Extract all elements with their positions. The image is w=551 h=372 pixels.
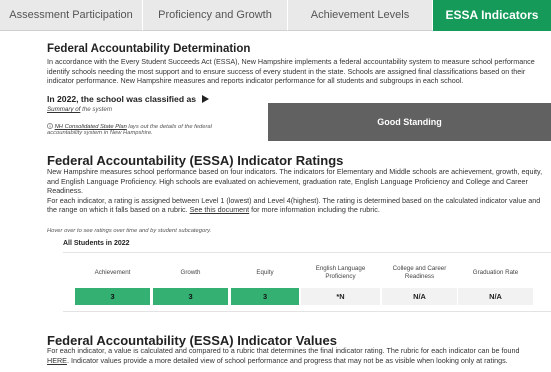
see-this-document-link[interactable]: See this document (189, 205, 250, 215)
determination-title: Federal Accountability Determination (47, 43, 251, 55)
rating-cell-growth[interactable]: 3 (153, 288, 228, 305)
ratings-description (47, 167, 542, 215)
summary-line (47, 106, 112, 113)
tab-assessment-participation[interactable]: Assessment Participation (0, 0, 143, 31)
state-plan-rest: lays out the details of the federal (126, 124, 212, 130)
column-header-graduation-rate: Graduation Rate (472, 269, 519, 276)
column-header-growth: Growth (180, 269, 201, 276)
rating-cell-achievement[interactable]: 3 (75, 288, 150, 305)
info-circle-icon (47, 123, 53, 129)
status-badge: Good Standing (268, 103, 551, 141)
column-header-equity: Equity (256, 269, 274, 276)
tab-achievement-levels[interactable]: Achievement Levels (288, 0, 433, 31)
ratings-title: Federal Accountability (ESSA) Indicator Ratings (47, 153, 344, 168)
table-bottom-divider (63, 311, 551, 312)
rating-cell-equity[interactable]: 3 (231, 288, 299, 305)
column-header-english-language-proficiency: English Language Proficiency (315, 265, 366, 280)
ratings-line (47, 205, 542, 215)
ratings-line: Readiness. (47, 186, 83, 196)
rating-cell-college-career-readiness[interactable]: N/A (382, 288, 457, 305)
classified-label: In 2022, the school was classified as (47, 94, 197, 104)
rating-cell-english-language-proficiency[interactable]: *N (301, 288, 380, 305)
summary-link[interactable]: Summary of (47, 106, 81, 113)
classified-label-row (47, 94, 209, 104)
rating-cell-graduation-rate[interactable]: N/A (458, 288, 533, 305)
tab-essa-indicators[interactable]: ESSA Indicators (433, 0, 551, 31)
values-line (47, 356, 520, 366)
determination-line: In accordance with the Every Student Succeeds Act (ESSA), New Hampshire implements a federal accountability system to measure school performance (47, 57, 535, 66)
play-arrow-icon[interactable] (202, 95, 209, 103)
ratings-line: For each indicator, a rating is assigned between Level 1 (lowest) and Level 4(highest). The rating is determined based on the calculated indicator value and (47, 195, 541, 205)
determination-description (47, 57, 535, 86)
tab-proficiency-and-growth[interactable]: Proficiency and Growth (143, 0, 288, 31)
ratings-line: New Hampshire measures school performance based on four indicators. The indicators for Elementary and Middle schools are achievement, growth, equity, (47, 167, 543, 176)
summary-rest: the system (80, 106, 112, 113)
rubric-text: the range on which it falls based on a rubric. (47, 205, 190, 215)
state-plan-line-2: accountability system in New Hampshire. (47, 130, 153, 136)
determination-line: indicator performance. New Hampshire measures and reports indicator performance for all students and subgroups in each school. (47, 76, 464, 86)
state-plan-note (47, 123, 212, 136)
values-description (47, 346, 520, 365)
values-line-rest: . Indicator values provide a more detailed view of school performance and progress that may not be as visible when looking only at ratings. (66, 355, 508, 365)
tab-bar (0, 0, 551, 32)
state-plan-line (47, 123, 212, 130)
column-header-college-career-readiness: College and Career Readiness (392, 265, 447, 280)
values-line: For each indicator, a value is calculated and compared to a rubric that determines the final indicator rating. The rubric for each indicator can be found (47, 346, 520, 355)
rubric-text-post: for more information including the rubric. (249, 205, 380, 215)
column-header-achievement: Achievement (94, 269, 131, 276)
state-plan-link[interactable]: NH Consolidated State Plan (54, 124, 127, 130)
here-link[interactable]: HERE (47, 355, 67, 365)
ratings-line: and English Language Proficiency. High schools are evaluated on achievement, graduation rate, English Language Proficiency and College and Career (47, 176, 528, 186)
values-title: Federal Accountability (ESSA) Indicator Values (47, 333, 337, 348)
dashboard-content (0, 32, 551, 372)
table-top-divider (63, 252, 551, 253)
group-label: All Students in 2022 (63, 240, 130, 247)
determination-line: identify schools needing the most support and to ensure success of every student in the state. Schools are assigned final classifications based on their (47, 66, 526, 76)
hover-note: Hover over to see ratings over time and by student subcategory. (47, 228, 212, 234)
